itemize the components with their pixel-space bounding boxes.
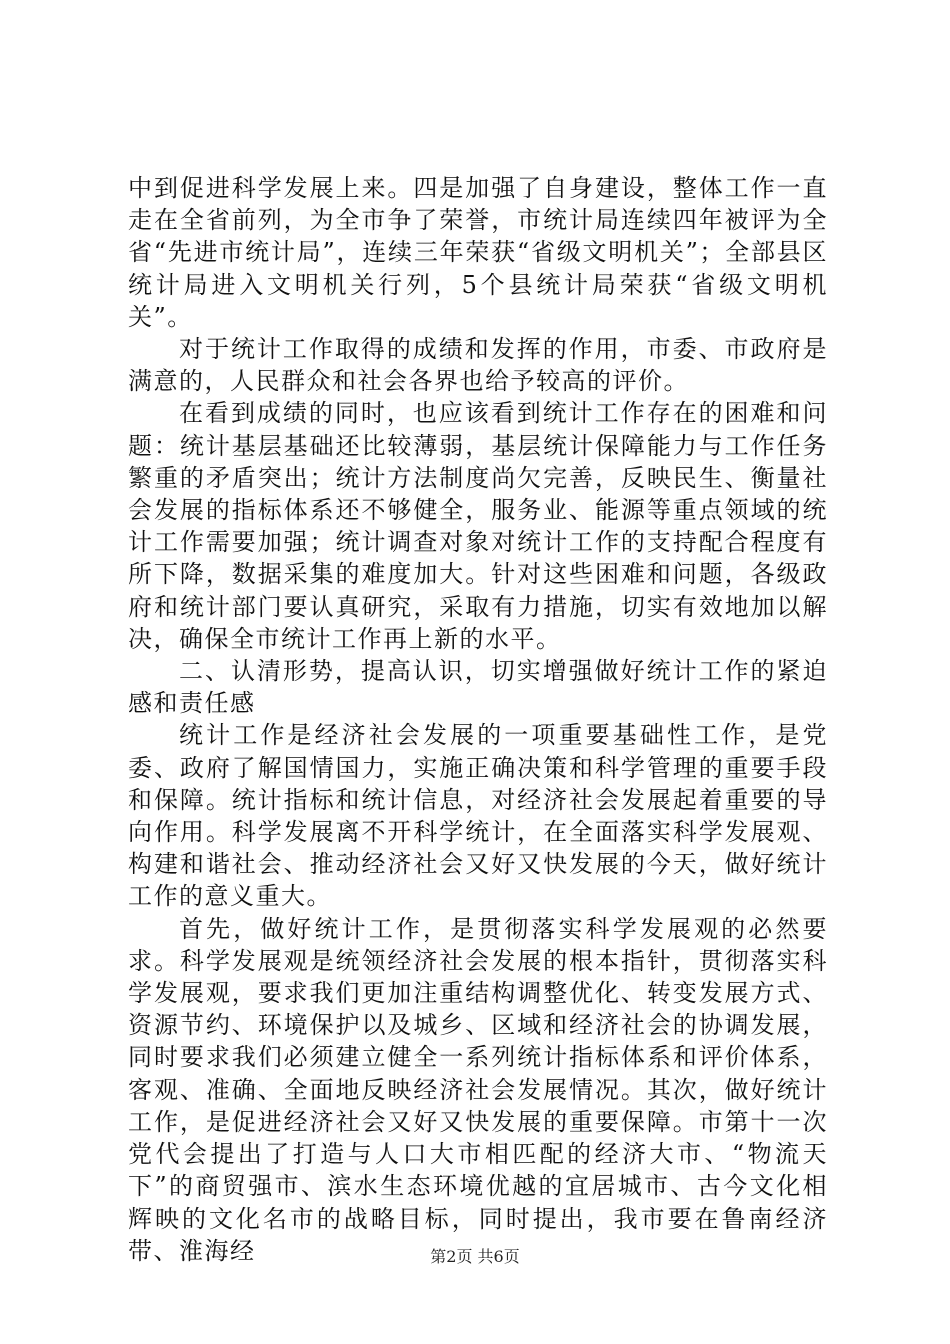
document-body bbox=[128, 172, 828, 1267]
page-number-footer: 第2页 共6页 bbox=[430, 1247, 520, 1266]
paragraph: 中到促进科学发展上来。四是加强了自身建设，整体工作一直走在全省前列，为全市争了荣誉，市统计局连续四年被评为全省“先进市统计局”，连续三年荣获“省级文明机关”；全部县区统计局进入文明机关行列，5个县统计局荣获“省级文明机关”。 bbox=[128, 174, 828, 331]
paragraph: 统计工作是经济社会发展的一项重要基础性工作，是党委、政府了解国情国力，实施正确决策和科学管理的重要手段和保障。统计指标和统计信息，对经济社会发展起着重要的导向作用。科学发展离不开科学统计，在全面落实科学发展观、构建和谐社会、推动经济社会又好又快发展的今天，做好统计工作的意义重大。 bbox=[128, 721, 828, 911]
paragraph: 对于统计工作取得的成绩和发挥的作用，市委、市政府是满意的，人民群众和社会各界也给予较高的评价。 bbox=[128, 335, 828, 396]
paragraph: 在看到成绩的同时，也应该看到统计工作存在的困难和问题：统计基层基础还比较薄弱，基层统计保障能力与工作任务繁重的矛盾突出；统计方法制度尚欠完善，反映民生、衡量社会发展的指标体系还不够健全，服务业、能源等重点领域的统计工作需要加强；统计调查对象对统计工作的支持配合程度有所下降，数据采集的难度加大。针对这些困难和问题，各级政府和统计部门要认真研究，采取有力措施，切实有效地加以解决，确保全市统计工作再上新的水平。 bbox=[128, 399, 828, 653]
paragraph: 首先，做好统计工作，是贯彻落实科学发展观的必然要求。科学发展观是统领经济社会发展的根本指针，贯彻落实科学发展观，要求我们更加注重结构调整优化、转变发展方式、资源节约、环境保护以及城乡、区域和经济社会的协调发展，同时要求我们必须建立健全一系列统计指标体系和评价体系，客观、准确、全面地反映经济社会发展情况。其次，做好统计工作，是促进经济社会又好又快发展的重要保障。市第十一次党代会提出了打造与人口大市相匹配的经济大市、“物流天下”的商贸强市、滨水生态环境优越的宜居城市、古今文化相辉映的文化名市的战略目标，同时提出，我市要在鲁南经济带、淮海经 bbox=[128, 914, 828, 1265]
section-heading: 二、认清形势，提高认识，切实增强做好统计工作的紧迫感和责任感 bbox=[128, 657, 828, 718]
